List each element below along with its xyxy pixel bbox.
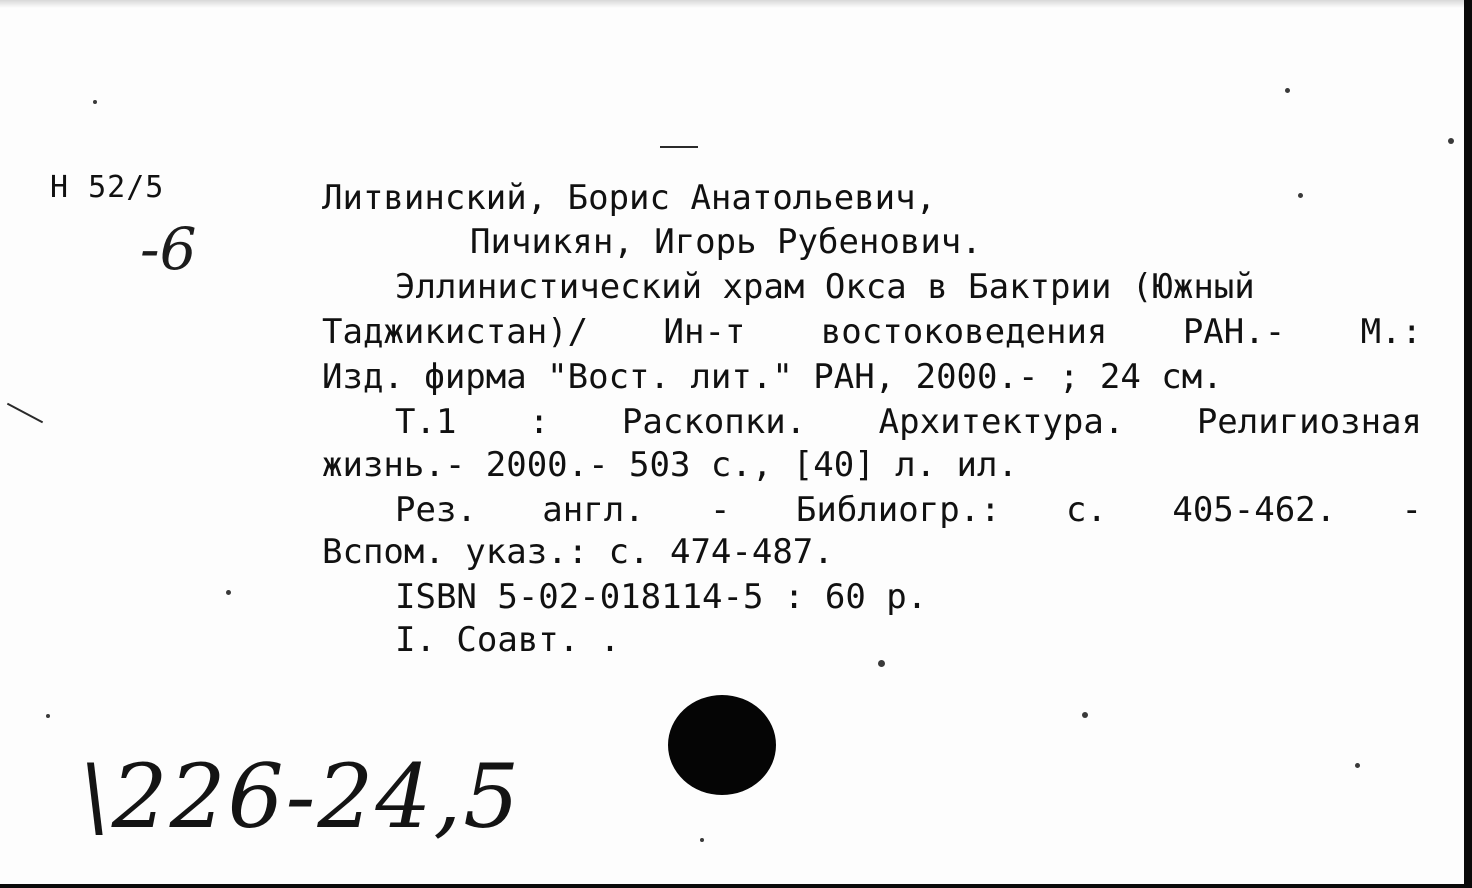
tracing-line: I. Соавт. . — [395, 620, 621, 660]
handwritten-inventory-number: \226-24,5 — [80, 745, 522, 848]
scan-speck — [1355, 763, 1360, 768]
title-line-1: Эллинистический храм Окса в Бактрии (Южный — [395, 267, 1255, 307]
scan-speck — [1448, 138, 1454, 144]
isbn-line: ISBN 5-02-018114-5 : 60 р. — [395, 577, 928, 617]
scan-speck — [226, 590, 231, 595]
title-line-2: Таджикистан)/ Ин-т востоковедения РАН.- М.: — [322, 312, 1422, 352]
notes-line-2: Вспом. указ.: с. 474-487. — [322, 532, 834, 572]
punch-hole — [668, 695, 776, 795]
scan-speck — [700, 838, 704, 842]
scan-speck — [1285, 88, 1290, 93]
card-bottom-edge — [0, 884, 1472, 888]
scan-speck — [46, 714, 50, 718]
shelfmark: Н 52/5 — [50, 170, 165, 205]
shelfmark-handwritten: -6 — [140, 215, 197, 283]
scan-speck — [1082, 712, 1088, 718]
scan-mark — [7, 403, 43, 424]
scan-mark — [660, 146, 698, 148]
volume-line-2: жизнь.- 2000.- 503 с., [40] л. ил. — [322, 445, 1018, 485]
notes-line-1: Рез. англ. - Библиогр.: с. 405-462. - — [395, 490, 1422, 530]
scan-speck — [93, 100, 97, 104]
card-top-edge — [0, 0, 1472, 8]
card-right-edge — [1464, 0, 1472, 888]
scan-speck — [1298, 193, 1303, 198]
volume-line-1: Т.1 : Раскопки. Архитектура. Религиозная — [395, 402, 1422, 442]
scan-speck — [878, 660, 885, 667]
author-line: Литвинский, Борис Анатольевич, — [322, 178, 937, 218]
coauthor-line: Пичикян, Игорь Рубенович. — [470, 222, 982, 262]
title-line-3: Изд. фирма "Вост. лит." РАН, 2000.- ; 24 см. — [322, 357, 1223, 397]
